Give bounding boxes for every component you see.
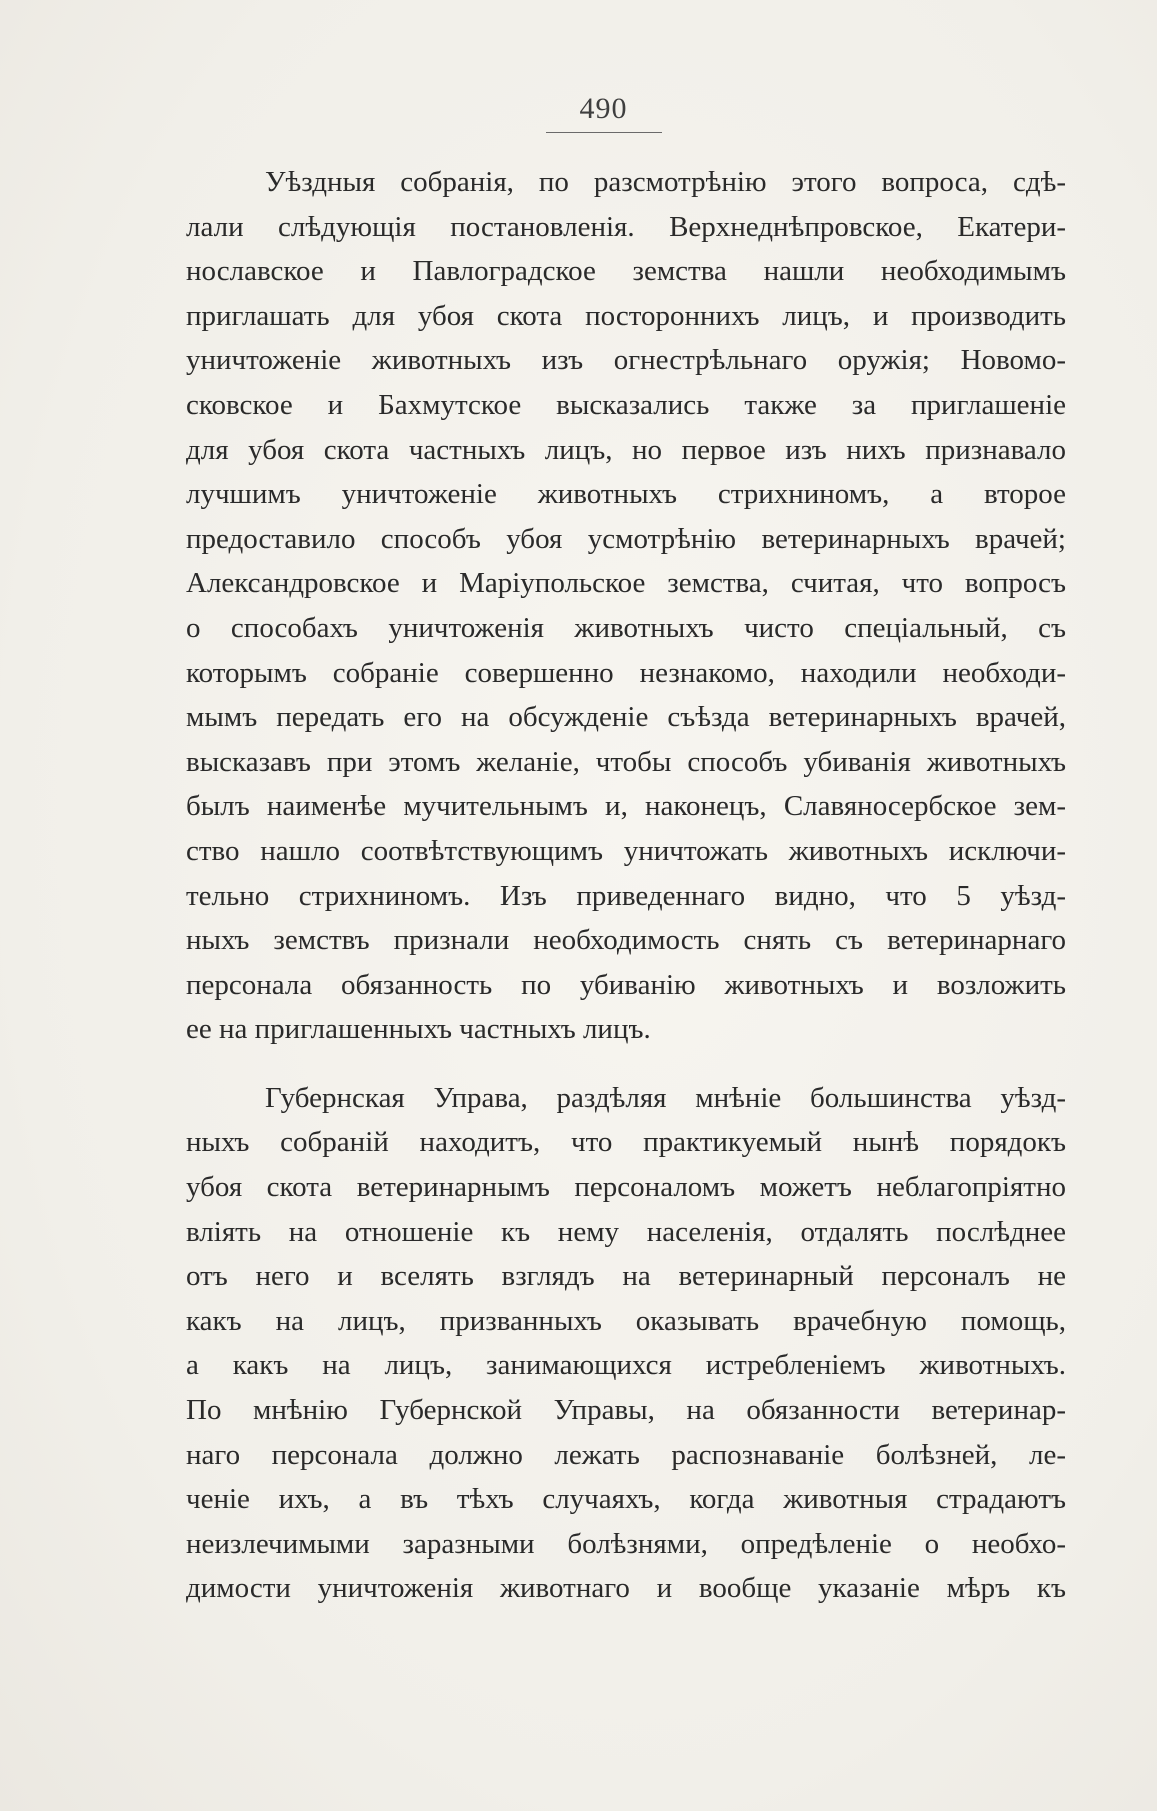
text-line: тельно стрихниномъ. Изъ приведеннаго видно, что 5 уѣзд- (186, 879, 1066, 912)
text-line: Губернская Управа, раздѣляя мнѣніе большинства уѣзд- (265, 1081, 1066, 1114)
text-line: ее на приглашенныхъ частныхъ лицъ. (186, 1013, 651, 1046)
text-line: неизлечимыми заразными болѣзнями, опредѣленіе о необхо- (186, 1527, 1066, 1560)
paragraph-1 (186, 160, 1066, 1052)
text-line: нославское и Павлоградское земства нашли необходимымъ (186, 255, 1066, 288)
paragraph-gap (186, 1052, 1066, 1076)
page-number: 490 (0, 92, 1157, 133)
text-line: Александровское и Маріупольское земства, считая, что вопросъ (186, 567, 1066, 600)
text-line: сковское и Бахмутское высказались также за приглашеніе (186, 388, 1066, 421)
text-line: убоя скота ветеринарнымъ персоналомъ можетъ неблагопріятно (186, 1171, 1066, 1204)
text-line: димости уничтоженія животнаго и вообще указаніе мѣръ къ (186, 1572, 1066, 1605)
text-line: приглашать для убоя скота постороннихъ лицъ, и производить (186, 299, 1066, 332)
text-line: которымъ собраніе совершенно незнакомо, находили необходи- (186, 656, 1066, 689)
text-line: персонала обязанность по убиванію животныхъ и возложить (186, 968, 1066, 1001)
text-line: о способахъ уничтоженія животныхъ чисто спеціальный, съ (186, 611, 1066, 644)
text-line: ченіе ихъ, а въ тѣхъ случаяхъ, когда животныя страдаютъ (186, 1483, 1066, 1516)
paragraph-2 (186, 1076, 1066, 1611)
text-line: вліять на отношеніе къ нему населенія, отдалять послѣднее (186, 1215, 1066, 1248)
text-line: По мнѣнію Губернской Управы, на обязанности ветеринар- (186, 1394, 1066, 1427)
text-line: ство нашло соотвѣтствующимъ уничтожать животныхъ исключи- (186, 834, 1066, 867)
text-line: ныхъ собраній находитъ, что практикуемый нынѣ порядокъ (186, 1126, 1066, 1159)
text-line: наго персонала должно лежать распознаваніе болѣзней, ле- (186, 1438, 1066, 1471)
text-line: высказавъ при этомъ желаніе, чтобы способъ убиванія животныхъ (186, 745, 1066, 778)
text-line: предоставило способъ убоя усмотрѣнію ветеринарныхъ врачей; (186, 522, 1066, 555)
text-line: отъ него и вселять взглядъ на ветеринарный персоналъ не (186, 1260, 1066, 1293)
text-line: ныхъ земствъ признали необходимость снять съ ветеринарнаго (186, 924, 1066, 957)
text-line: лучшимъ уничтоженіе животныхъ стрихниномъ, а второе (186, 478, 1066, 511)
text-line: былъ наименѣе мучительнымъ и, наконецъ, Славяносербское зем- (186, 790, 1066, 823)
text-line: а какъ на лицъ, занимающихся истребленіемъ животныхъ. (186, 1349, 1066, 1382)
text-line: для убоя скота частныхъ лицъ, но первое изъ нихъ признавало (186, 433, 1066, 466)
text-line: лали слѣдующія постановленія. Верхнеднѣпровское, Екатери- (186, 210, 1066, 243)
text-line: уничтоженіе животныхъ изъ огнестрѣльнаго оружія; Новомо- (186, 344, 1066, 377)
body-text (186, 160, 1066, 1611)
text-line: мымъ передать его на обсужденіе съѣзда ветеринарныхъ врачей, (186, 701, 1066, 734)
text-line: Уѣздныя собранія, по разсмотрѣнію этого вопроса, сдѣ- (265, 166, 1066, 198)
text-line: какъ на лицъ, призванныхъ оказывать врачебную помощь, (186, 1304, 1066, 1337)
